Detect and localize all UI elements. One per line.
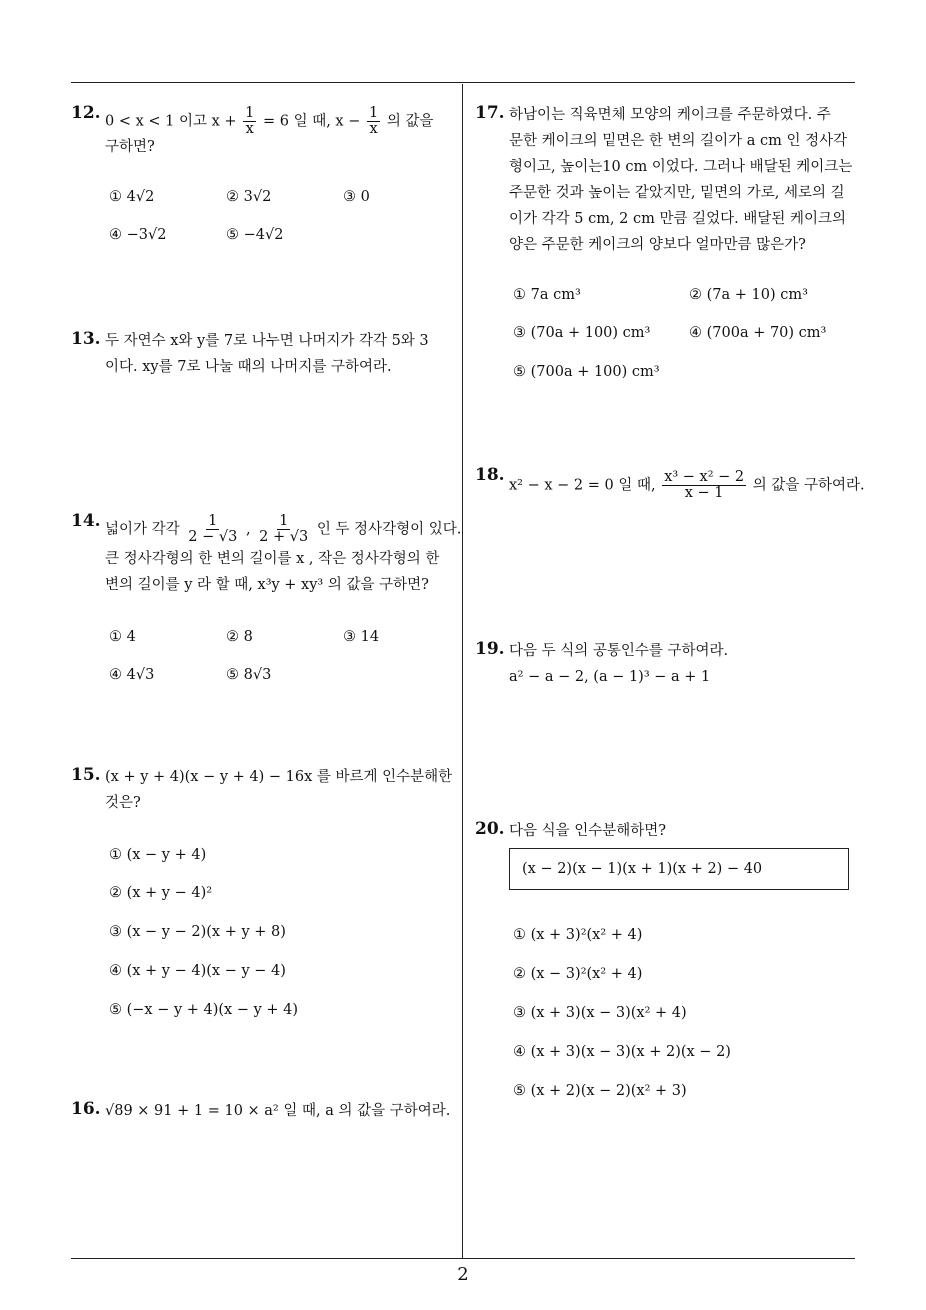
choice-5[interactable]: ⑤ −4√2: [226, 227, 284, 243]
question-text: 것은?: [105, 795, 141, 811]
expression-box: [509, 848, 849, 890]
choice-4[interactable]: ④ (x + 3)(x − 3)(x + 2)(x − 2): [513, 1044, 731, 1060]
fraction: $\frac{1}{x}$: [245, 105, 255, 137]
question-text: 형이고, 높이는10 cm 이었다. 그러나 배달된 케이크는: [509, 159, 853, 175]
choice-5[interactable]: ⑤ (x + 2)(x − 2)(x² + 3): [513, 1083, 687, 1099]
choice-2[interactable]: ② 3√2: [226, 189, 272, 205]
choice-3[interactable]: ③ (x − y − 2)(x + y + 8): [109, 924, 286, 940]
choice-5[interactable]: ⑤ 8√3: [226, 667, 272, 683]
question-text: 넓이가 각각 $\frac{1}{2 - √3}$ , $\frac{1}{2 + √3}$ 인 두 정사각형이 있다.: [105, 513, 462, 545]
choice-5[interactable]: ⑤ (−x − y + 4)(x − y + 4): [109, 1002, 299, 1018]
fraction: $\frac{\text{x³ − x² − 2}}{x - 1}$: [664, 469, 745, 501]
question-text: √89 × 91 + 1 = 10 × a² 일 때, a 의 값을 구하여라.: [105, 1103, 451, 1119]
choice-2[interactable]: ② (x + y − 4)²: [109, 885, 213, 901]
choice-1[interactable]: ① (x + 3)²(x² + 4): [513, 927, 643, 943]
question-text: 변의 길이를 y 라 할 때, x³y + xy³ 의 값을 구하면?: [105, 577, 429, 593]
choice-2[interactable]: ② 8: [226, 629, 253, 645]
question-number: 20.: [475, 819, 505, 839]
question-text: 하남이는 직육면체 모양의 케이크를 주문하였다. 주: [509, 107, 831, 123]
choice-3[interactable]: ③ 0: [343, 189, 370, 205]
fraction: $\frac{1}{2 - √3}$: [188, 513, 238, 545]
choice-5[interactable]: ⑤ (700a + 100) cm³: [513, 364, 660, 380]
top-rule: [71, 82, 855, 83]
choice-4[interactable]: ④ (x + y − 4)(x − y − 4): [109, 963, 286, 979]
choice-4[interactable]: ④ −3√2: [109, 227, 167, 243]
question-text: 이가 각각 5 cm, 2 cm 만큼 길었다. 배달된 케이크의: [509, 211, 847, 227]
choice-2[interactable]: ② (7a + 10) cm³: [689, 287, 808, 303]
question-text: 다음 식을 인수분해하면?: [509, 823, 667, 839]
choice-3[interactable]: ③ 14: [343, 629, 380, 645]
question-text: 문한 케이크의 밑면은 한 변의 길이가 a cm 인 정사각: [509, 133, 848, 149]
question-text: 주문한 것과 높이는 같았지만, 밑면의 가로, 세로의 길: [509, 185, 845, 201]
question-text: 두 자연수 x와 y를 7로 나누면 나머지가 각각 5와 3: [105, 333, 429, 349]
bottom-rule: [71, 1258, 855, 1259]
choice-1[interactable]: ① 4√2: [109, 189, 155, 205]
choice-2[interactable]: ② (x − 3)²(x² + 4): [513, 966, 643, 982]
boxed-expression: (x − 2)(x − 1)(x + 1)(x + 2) − 40: [522, 861, 763, 877]
question-text: 구하면?: [105, 139, 155, 155]
question-text: 양은 주문한 케이크의 양보다 얼마만큼 많은가?: [509, 237, 806, 253]
question-number: 14.: [71, 511, 101, 531]
question-number: 17.: [475, 103, 505, 123]
question-text: x² − x − 2 = 0 일 때, $\frac{\text{x³ − x² − 2}}{x - 1}$ 의 값을 구하여라.: [509, 469, 865, 501]
question-text: 다음 두 식의 공통인수를 구하여라.: [509, 643, 729, 659]
question-number: 16.: [71, 1099, 101, 1119]
question-text: 큰 정사각형의 한 변의 길이를 x , 작은 정사각형의 한: [105, 551, 440, 567]
column-divider: [462, 84, 463, 1258]
choice-3[interactable]: ③ (70a + 100) cm³: [513, 325, 651, 341]
fraction: $\frac{1}{x}$: [368, 105, 379, 137]
choice-1[interactable]: ① (x − y + 4): [109, 847, 207, 863]
choice-1[interactable]: ① 7a cm³: [513, 287, 581, 303]
question-number: 19.: [475, 639, 505, 659]
choice-4[interactable]: ④ 4√3: [109, 667, 155, 683]
choice-4[interactable]: ④ (700a + 70) cm³: [689, 325, 827, 341]
question-text: a² − a − 2, (a − 1)³ − a + 1: [509, 669, 711, 685]
question-number: 12.: [71, 103, 101, 123]
fraction: $\frac{1}{2 + √3}$: [259, 513, 309, 545]
question-text: 이다. xy를 7로 나눌 때의 나머지를 구하여라.: [105, 359, 392, 375]
question-number: 15.: [71, 765, 101, 785]
page-number: 2: [457, 1264, 469, 1285]
choice-1[interactable]: ① 4: [109, 629, 136, 645]
choice-3[interactable]: ③ (x + 3)(x − 3)(x² + 4): [513, 1005, 687, 1021]
question-number: 13.: [71, 329, 101, 349]
question-text: (x + y + 4)(x − y + 4) − 16x 를 바르게 인수분해한: [105, 769, 453, 785]
question-text: 0 < x < 1 이고 x + $\frac{1}{x}$ = 6 일 때, x − $\frac{1}{x}$ 의 값을: [105, 105, 434, 137]
question-number: 18.: [475, 465, 505, 485]
